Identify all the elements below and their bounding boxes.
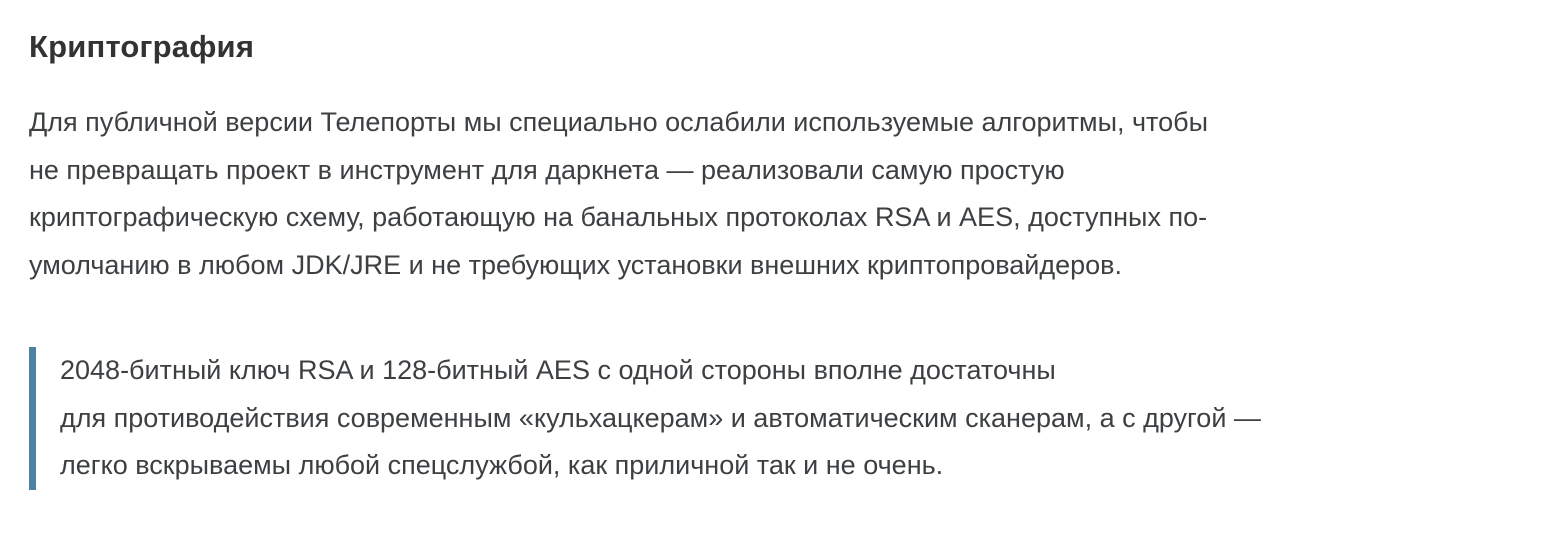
intro-paragraph — [29, 99, 1511, 289]
paragraph-line: Для публичной версии Телепорты мы специально ослабили используемые алгоритмы, чтобы — [29, 107, 1208, 138]
page-title: Криптография — [29, 29, 255, 64]
paragraph-line: не превращать проект в инструмент для даркнета — реализовали самую простую — [29, 154, 1065, 185]
quote-block — [29, 347, 1511, 490]
paragraph-line: криптографическую схему, работающую на банальных протоколах RSA и AES, доступных по- — [29, 202, 1208, 233]
quote-line: 2048-битный ключ RSA и 128-битный AES с одной стороны вполне достаточны — [60, 355, 1056, 386]
quote-line: легко вскрываемы любой спецслужбой, как приличной так и не очень. — [60, 450, 944, 481]
paragraph-line: умолчанию в любом JDK/JRE и не требующих установки внешних криптопровайдеров. — [29, 249, 1123, 280]
quote-line: для противодействия современным «кульхацкерам» и автоматическим сканерам, а с другой — — [60, 402, 1261, 433]
